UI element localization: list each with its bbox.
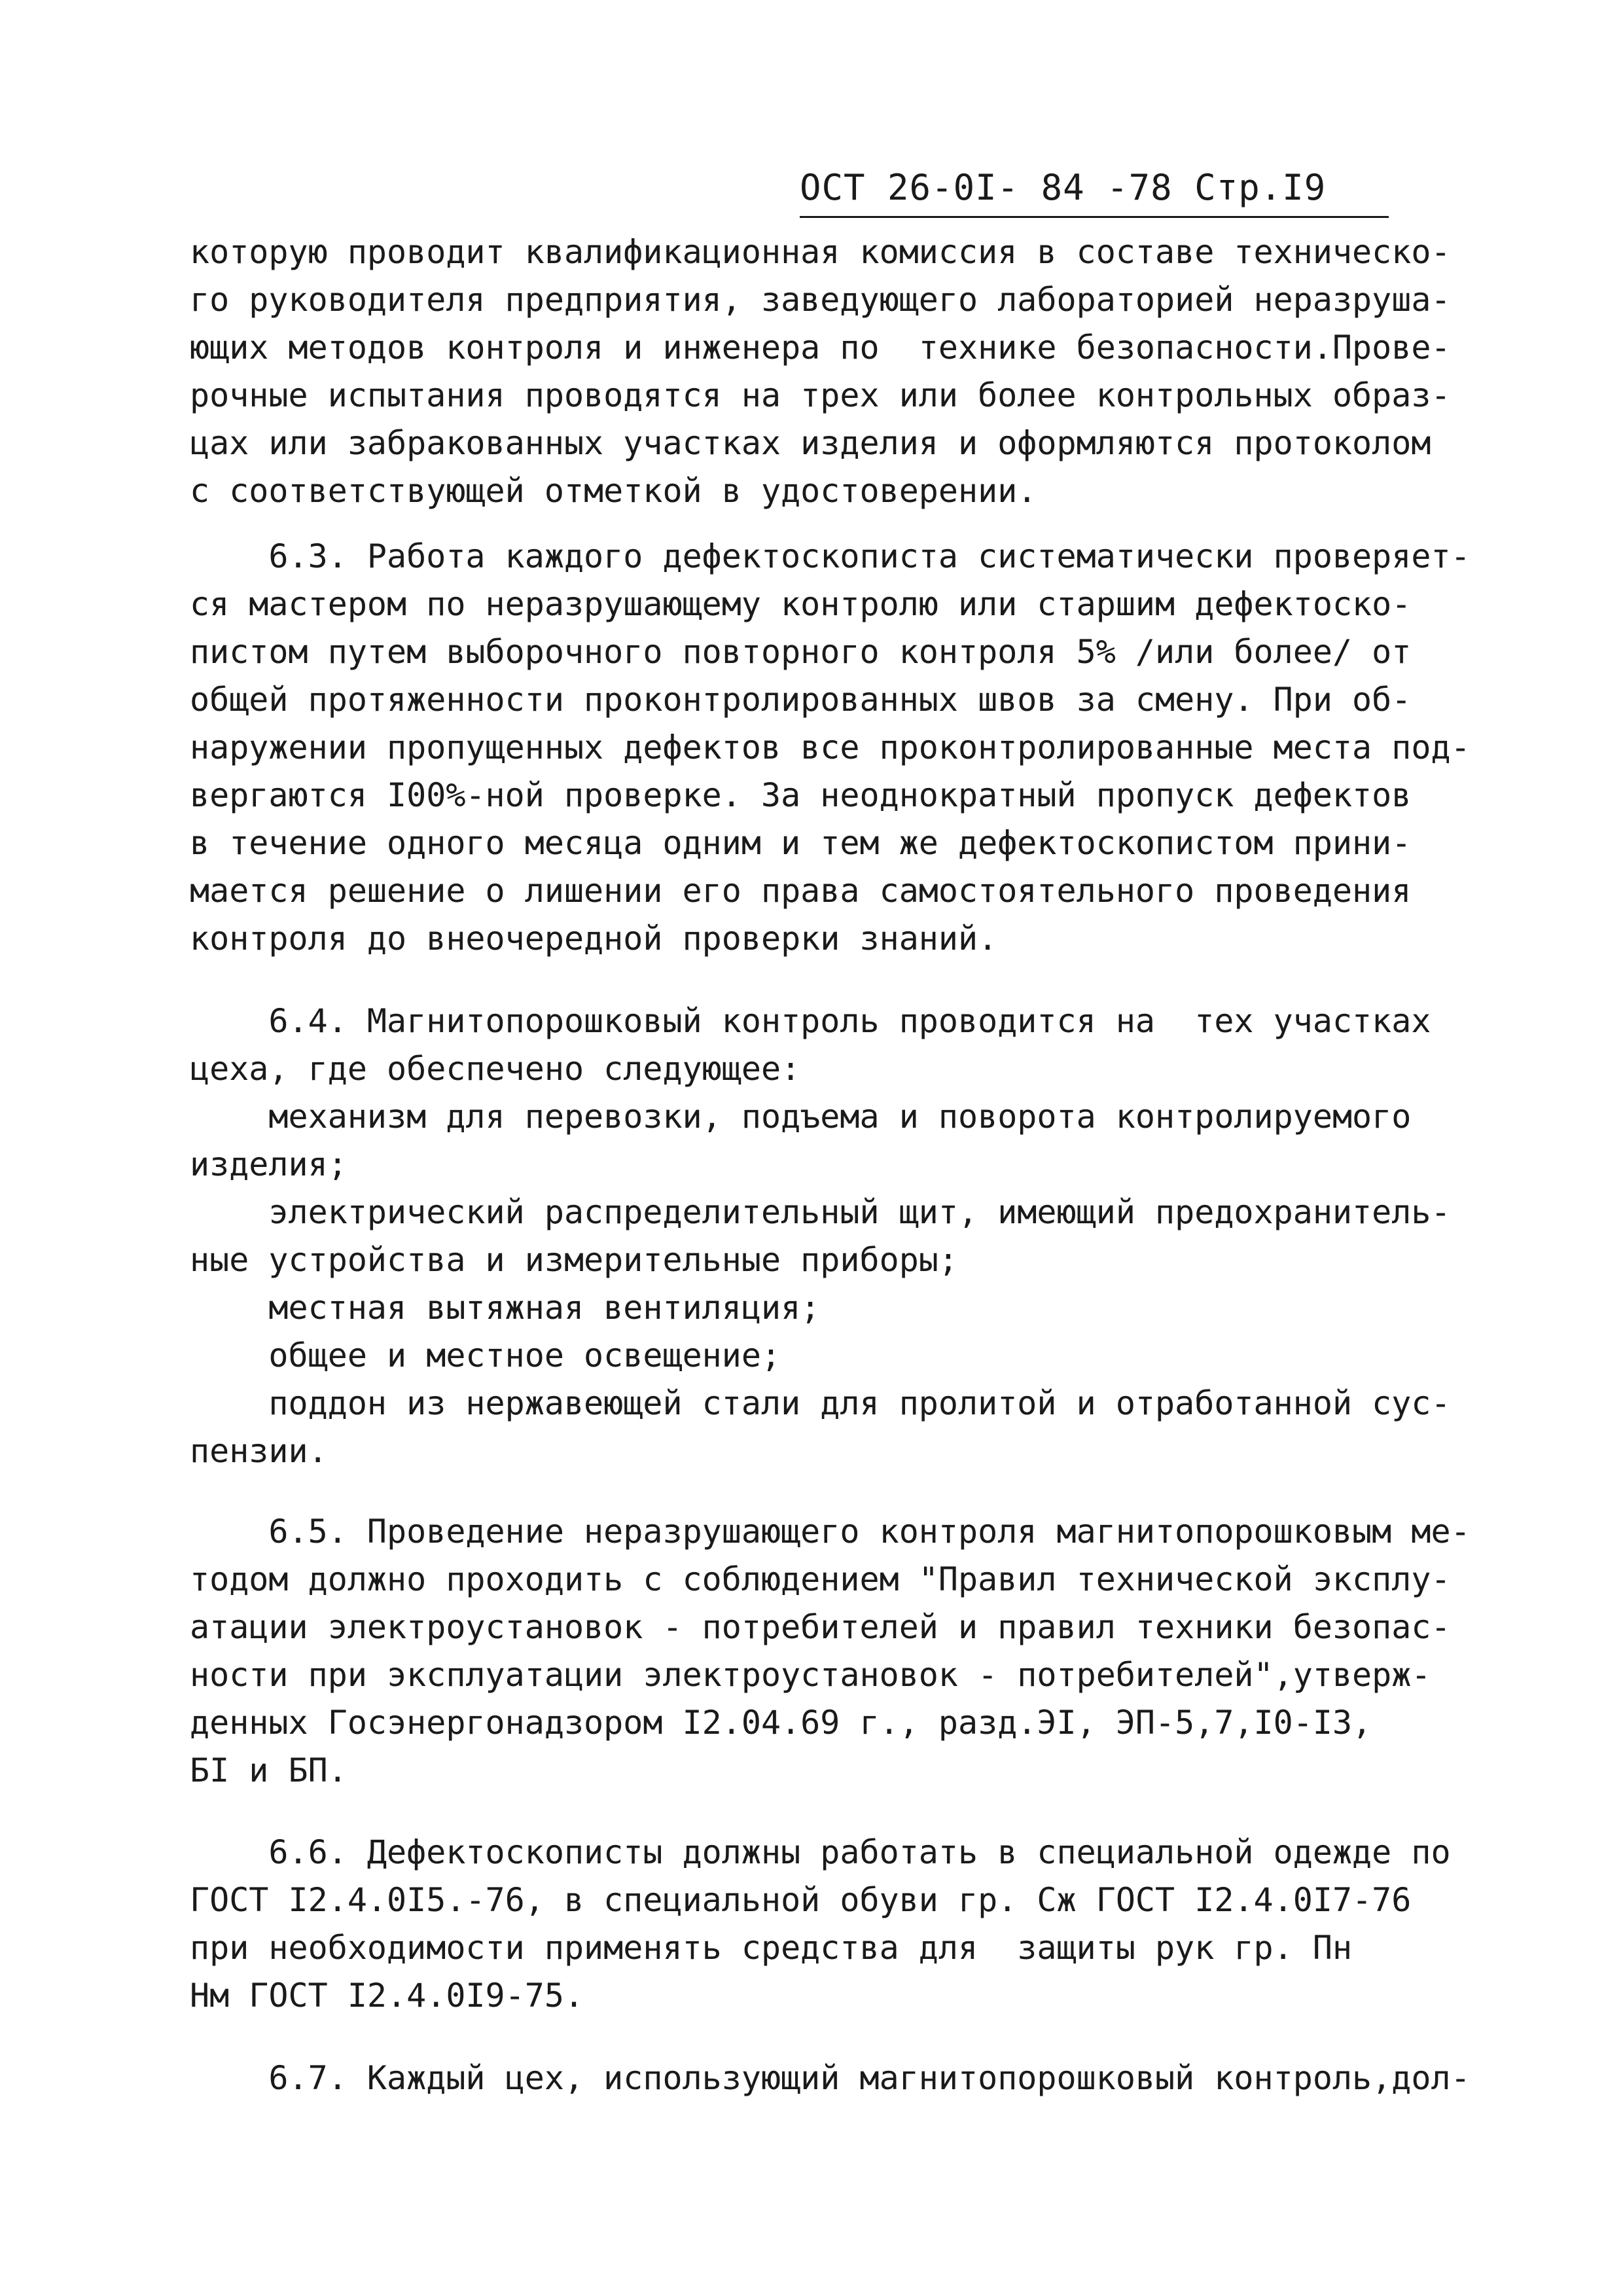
text-line: в течение одного месяца одним и тем же дефектоскопистом прини- bbox=[190, 824, 1412, 862]
text-line: цеха, где обеспечено следующее: bbox=[190, 1050, 801, 1088]
text-line: 6.4. Магнитопорошковый контроль проводится на тех участках bbox=[190, 1002, 1431, 1040]
text-line: мается решение о лишении его права самостоятельного проведения bbox=[190, 872, 1412, 910]
text-line: денных Госэнергонадзором I2.04.69 г., разд.ЭI, ЭП-5,7,I0-I3, bbox=[190, 1704, 1372, 1742]
text-line: изделия; bbox=[190, 1145, 348, 1183]
text-line: рочные испытания проводятся на трех или более контрольных образ- bbox=[190, 376, 1451, 414]
text-line: пистом путем выборочного повторного контроля 5% /или более/ от bbox=[190, 633, 1412, 671]
text-line: БI и БП. bbox=[190, 1751, 348, 1789]
text-line: механизм для перевозки, подъема и поворота контролируемого bbox=[190, 1098, 1412, 1136]
text-line: поддон из нержавеющей стали для пролитой и отработанной сус- bbox=[190, 1384, 1451, 1422]
text-line: ся мастером по неразрушающему контролю или старшим дефектоско- bbox=[190, 585, 1412, 623]
text-line: цах или забракованных участках изделия и оформляются протоколом bbox=[190, 424, 1431, 462]
text-line: ности при эксплуатации электроустановок - потребителей",утверж- bbox=[190, 1656, 1431, 1694]
text-line: ные устройства и измерительные приборы; bbox=[190, 1241, 958, 1279]
text-line: с соответствующей отметкой в удостоверении. bbox=[190, 472, 1037, 510]
text-line: Нм ГОСТ I2.4.0I9-75. bbox=[190, 1977, 584, 2015]
text-line: общее и местное освещение; bbox=[190, 1336, 781, 1374]
text-line: го руководителя предприятия, заведующего лабораторией неразруша- bbox=[190, 281, 1451, 319]
text-line: общей протяженности проконтролированных швов за смену. При об- bbox=[190, 681, 1412, 719]
text-line: ющих методов контроля и инженера по технике безопасности.Прове- bbox=[190, 329, 1451, 367]
text-line: пензии. bbox=[190, 1432, 328, 1470]
text-line: электрический распределительный щит, имеющий предохранитель- bbox=[190, 1193, 1451, 1231]
page-header: ОСТ 26-0I- 84 -78 Стр.I9 bbox=[800, 167, 1327, 208]
text-line: контроля до внеочередной проверки знаний. bbox=[190, 920, 998, 958]
text-line: вергаются I00%-ной проверке. За неоднократный пропуск дефектов bbox=[190, 776, 1412, 814]
text-line: наружении пропущенных дефектов все проконтролированные места под- bbox=[190, 728, 1471, 766]
text-line: 6.7. Каждый цех, использующий магнитопорошковый контроль,дол- bbox=[190, 2059, 1471, 2097]
text-line: которую проводит квалификационная комиссия в составе техническо- bbox=[190, 233, 1451, 271]
text-line: тодом должно проходить с соблюдением "Правил технической эксплу- bbox=[190, 1560, 1451, 1598]
text-line: 6.6. Дефектоскописты должны работать в специальной одежде по bbox=[190, 1833, 1451, 1871]
text-line: 6.5. Проведение неразрушающего контроля магнитопорошковым ме- bbox=[190, 1513, 1471, 1551]
text-line: ГОСТ I2.4.0I5.-76, в специальной обуви гр. Сж ГОСТ I2.4.0I7-76 bbox=[190, 1881, 1412, 1919]
text-line: при необходимости применять средства для защиты рук гр. Пн bbox=[190, 1929, 1353, 1967]
text-line: атации электроустановок - потребителей и правил техники безопас- bbox=[190, 1608, 1451, 1646]
text-line: 6.3. Работа каждого дефектоскописта систематически проверяет- bbox=[190, 537, 1471, 575]
text-line: местная вытяжная вентиляция; bbox=[190, 1289, 821, 1327]
header-underline bbox=[800, 216, 1389, 218]
